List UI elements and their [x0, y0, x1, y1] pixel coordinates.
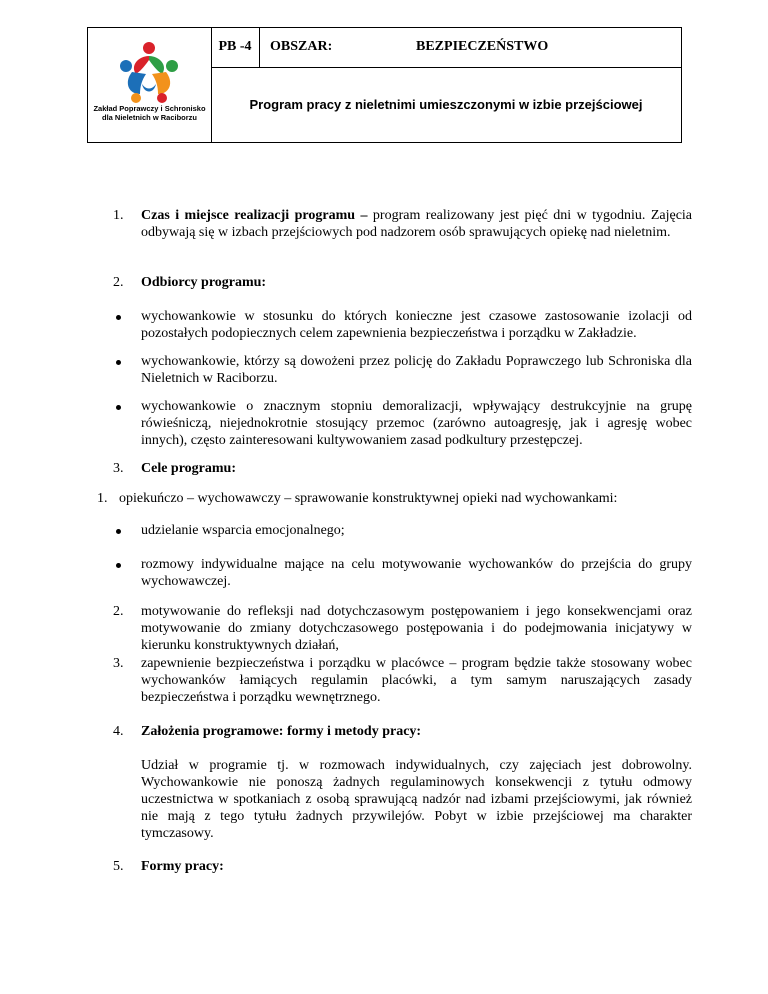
section-3-heading: Cele programu:: [141, 461, 236, 476]
program-title: Program pracy z nieletnimi umieszczonymi w izbie przejściowej: [249, 97, 643, 112]
audience-item: wychowankowie, którzy są dowożeni przez policję do Zakładu Poprawczego lub Schroniska dla Nieletnich w Raciborzu.: [141, 354, 692, 386]
bullet-icon: [116, 315, 121, 320]
section-4-text: Udział w programie tj. w rozmowach indywidualnych, czy zajęciach jest dobrowolny. Wychowankowie nie ponoszą żadnych regulaminowych konsekwencji z tytułu odmowy uczestnictwa w spotkaniach z osobą sprawującą nadzór nad izbami przejściowymi, jak również nie mają z tego tytułu żadnych przywilejów. Pobyt w izbie przejściowej ma charakter tymczasowy.: [141, 758, 692, 841]
bullet-icon: [116, 529, 121, 534]
bullet-icon: [116, 360, 121, 365]
goal-2-number: 2.: [113, 604, 124, 619]
bullet-icon: [116, 405, 121, 410]
section-1-text: program realizowany jest pięć dni w tygodniu. Zajęcia odbywają się w izbach przejściowych pod nadzorem osób sprawujących opiekę nad nieletnim.: [141, 208, 693, 240]
goal-2-text: motywowanie do refleksji nad dotychczasowym postępowaniem i jego konsekwencjami oraz motywowanie do zmiany dotychczasowego postępowania i do podejmowania inicjatywy w kierunku konstruktywnych działań,: [141, 604, 692, 653]
goal-1-item: udzielanie wsparcia emocjonalnego;: [141, 523, 345, 538]
goal-1-text: opiekuńczo – wychowawczy – sprawowanie konstruktywnej opieki nad wychowankami:: [119, 491, 618, 506]
area-label: OBSZAR:: [270, 39, 333, 54]
section-4-heading: Założenia programowe: formy i metody pracy:: [141, 724, 422, 739]
logo-caption: Zakład Poprawczy i Schronisko dla Nieletnich w Raciborzu: [93, 104, 206, 122]
document-header-table: [87, 27, 682, 143]
section-1-paragraph: [141, 207, 692, 241]
logo-cell: [88, 28, 212, 142]
bullet-icon: [116, 563, 121, 568]
area-value: BEZPIECZEŃSTWO: [416, 39, 549, 54]
goal-1-number: 1.: [97, 491, 108, 506]
section-1-heading: Czas i miejsce realizacji programu: [141, 208, 356, 223]
audience-item: wychowankowie o znacznym stopniu demoralizacji, wpływający destrukcyjnie na grupę rówieśniczą, niejednokrotnie stosujący przemoc (zarówno autoagresję, jak i agresję wobec innych), często zainteresowani kultywowaniem zasad podkultury przestępczej.: [141, 399, 692, 448]
institution-logo-icon: [116, 40, 182, 104]
section-2-heading: Odbiorcy programu:: [141, 275, 267, 290]
area-cell: [259, 28, 681, 68]
section-1-number: 1.: [113, 208, 124, 223]
document-code: PB -4: [211, 28, 260, 68]
section-1-dash: –: [355, 208, 373, 223]
section-3-number: 3.: [113, 461, 124, 476]
goal-3-number: 3.: [113, 656, 124, 671]
section-4-number: 4.: [113, 724, 124, 739]
section-5-number: 5.: [113, 859, 124, 874]
goal-1-item: rozmowy indywidualne mające na celu motywowanie wychowanków do przejścia do grupy wychowawczej.: [141, 557, 692, 589]
goal-3-text: zapewnienie bezpieczeństwa i porządku w placówce – program będzie także stosowany wobec wychowanków łamiących regulamin placówki, a tym samym naruszających zasady bezpieczeństwa i porządku wewnętrznego.: [141, 656, 692, 705]
section-2-number: 2.: [113, 275, 124, 290]
section-5-heading: Formy pracy:: [141, 859, 224, 874]
audience-item: wychowankowie w stosunku do których konieczne jest czasowe zastosowanie izolacji od pozostałych podopiecznych celem zapewnienia bezpieczeństwa i porządku w Zakładzie.: [141, 309, 692, 341]
